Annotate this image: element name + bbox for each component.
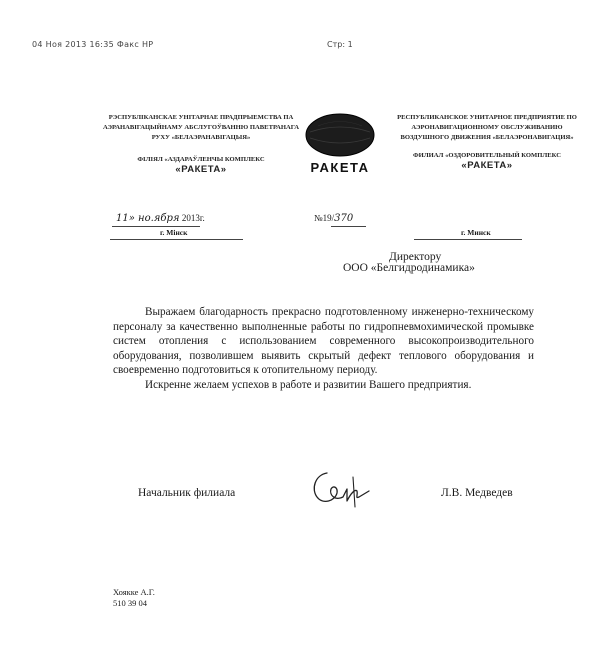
- number-underline: [331, 226, 366, 227]
- right-branch-label: ФИЛИАЛ «ОЗДОРОВИТЕЛЬНЫЙ КОМПЛЕКС: [412, 152, 562, 159]
- executor-name: Хоякке А.Г.: [113, 587, 155, 597]
- left-branch-label: ФІЛІЯЛ «АЗДАРАЎЛЕНЧЫ КОМПЛЕКС: [137, 156, 265, 163]
- fax-header-line: 04 Ноя 2013 16:35 Факс HP: [32, 40, 154, 49]
- signatory-title: Начальник филиала: [138, 487, 236, 499]
- city-right: г. Минск: [461, 228, 491, 237]
- right-org-name: РЕСПУБЛИКАНСКОЕ УНИТАРНОЕ ПРЕДПРИЯТИЕ ПО АЭРОНАВИГАЦИОННОМУ ОБСЛУЖИВАНИЮ ВОЗДУШНОГО ДВИЖЕНИЯ «БЕЛАЭРОНАВИГАЦИЯ»: [397, 114, 577, 141]
- logo-wordmark: РАКЕТА: [310, 160, 370, 175]
- left-org-name: РЭСПУБЛІКАНСКАЕ УНІТАРНАЕ ПРАДПРЫЕМСТВА ПА АЭРАНАВІГАЦЫЙНАМУ АБСЛУГОЎВАННЮ ПАВЕТРАНАГА РУХУ «БЕЛАЭРАНАВІГАЦЫЯ»: [102, 114, 300, 141]
- handwritten-number: 370: [334, 213, 354, 224]
- date-underline: [112, 226, 200, 227]
- fax-page-number: Стр: 1: [327, 40, 353, 49]
- city-left: г. Мінск: [160, 228, 188, 237]
- date-year: 2013г.: [181, 213, 205, 223]
- letter-number: [314, 213, 353, 224]
- recipient-company: ООО «Белгидродинамика»: [343, 262, 475, 274]
- letterhead-rule-left: [110, 239, 243, 240]
- letter-body: [113, 305, 534, 392]
- executor-block: [113, 587, 155, 609]
- letter-date: [116, 213, 205, 224]
- right-branch-name: «РАКЕТА»: [461, 160, 513, 171]
- letterhead-rule-right: [414, 239, 522, 240]
- signatory-name: Л.В. Медведев: [441, 487, 513, 499]
- executor-phone: 510 39 04: [113, 598, 147, 608]
- left-branch-name: «РАКЕТА»: [175, 164, 227, 175]
- letterhead-left: [96, 113, 306, 175]
- raketa-logo-icon: [304, 112, 376, 158]
- number-prefix: №19/: [314, 213, 335, 223]
- body-paragraph-1: Выражаем благодарность прекрасно подготовленному инженерно-техническому персоналу за качественно выполненные работы по гидропневмохимической промывке систем отопления с использованием современного высокопроизводительного оборудования, позволившем выявить скрытый дефект теплового оборудования и своевременно подготовиться к отопительному периоду.: [113, 306, 534, 376]
- body-paragraph-2: Искренне желаем успехов в работе и развитии Вашего предприятия.: [145, 378, 472, 391]
- recipient-position: Директору: [389, 251, 442, 263]
- handwritten-date: 11» но.ября: [116, 213, 180, 224]
- letterhead-right: [392, 113, 582, 171]
- handwritten-signature-icon: [305, 467, 385, 513]
